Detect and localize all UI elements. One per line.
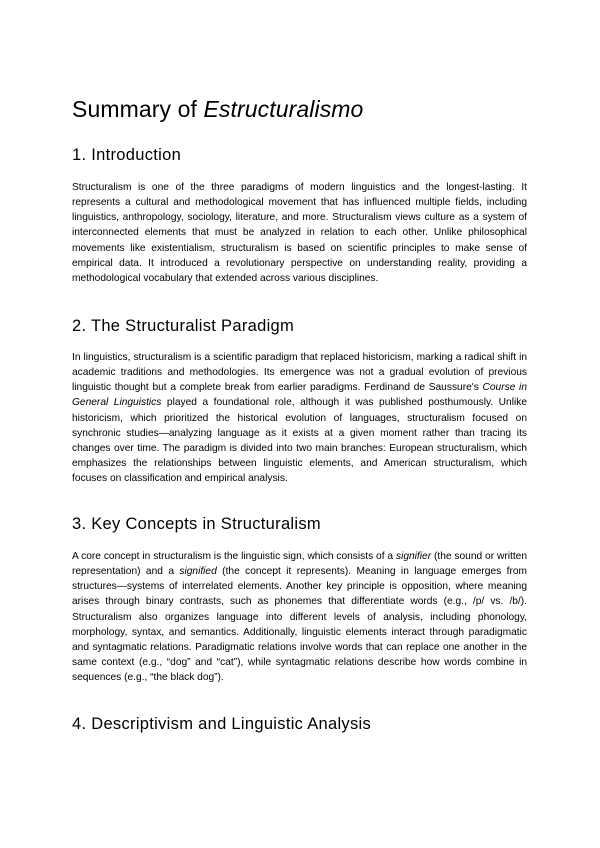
section-heading-key-concepts: 3. Key Concepts in Structuralism (72, 515, 321, 533)
body-text: In linguistics, structuralism is a scientific paradigm that replaced historicism, marking a radical shift in academic traditions and methodologies. Its emergence was not a gradual evolution of previous linguistic thought but a complete break from earlier paradigms. Ferdinand de Saussure's (72, 352, 527, 394)
title-emphasis: Estructuralismo (203, 96, 364, 122)
book-title: Course in General Linguistics (72, 382, 527, 409)
section-body-introduction: Structuralism is one of the three paradigms of modern linguistics and the longest-lasting. It represents a cultural and methodological movement that has influenced multiple fields, including linguistics, anthropology, sociology, literature, and more. Structuralism views culture as a system of interconnected elements that must be analyzed in relation to each other. Unlike philosophical movements like existentialism, structuralism is based on scientific principles to make sense of empirical data. It introduced a revolutionary perspective on understanding reality, providing a methodological vocabulary that extended across various disciplines. (72, 182, 527, 284)
section-body-key-concepts (72, 549, 527, 685)
section-heading-descriptivism: 4. Descriptivism and Linguistic Analysis (72, 715, 372, 733)
page-title (72, 96, 363, 123)
body-text: (the sound or written representation) and a (72, 551, 527, 578)
body-text: A core concept in structuralism is the linguistic sign, which consists of a (72, 551, 396, 562)
section-heading-introduction: 1. Introduction (72, 146, 182, 164)
section-body-structuralist-paradigm (72, 350, 527, 486)
term-signifier: signifier (395, 551, 432, 562)
term-signified: signified (179, 566, 217, 578)
title-prefix: Summary of (72, 96, 204, 122)
body-text: played a foundational role, although it was published posthumously. Unlike historicism, which prioritized the historical evolution of languages, structuralism focused on synchronic studies—analyzing language as it exists at a given moment rather than tracing its changes over time. The paradigm is divided into two main branches: European structuralism, which emphasizes the relationships between linguistic elements, and American structuralism, which focuses on classification and empirical analysis. (72, 397, 527, 485)
body-text: (the concept it represents). Meaning in language emerges from structures—systems of interrelated elements. Another key principle is opposition, where meaning arises through binary contrasts, such as phonemes that differentiate words (e.g., /p/ vs. /b/). Structuralism also organizes language into different levels of analysis, including phonology, morphology, syntax, and semantics. Additionally, linguistic elements interact through paradigmatic and syntagmatic relations. Paradigmatic relations involve words that can replace one another in the same context (e.g., “dog” and “cat”), while syntagmatic relations describe how words combine in sequences (e.g., “the black dog”). (72, 566, 527, 684)
section-heading-structuralist-paradigm: 2. The Structuralist Paradigm (72, 317, 295, 335)
